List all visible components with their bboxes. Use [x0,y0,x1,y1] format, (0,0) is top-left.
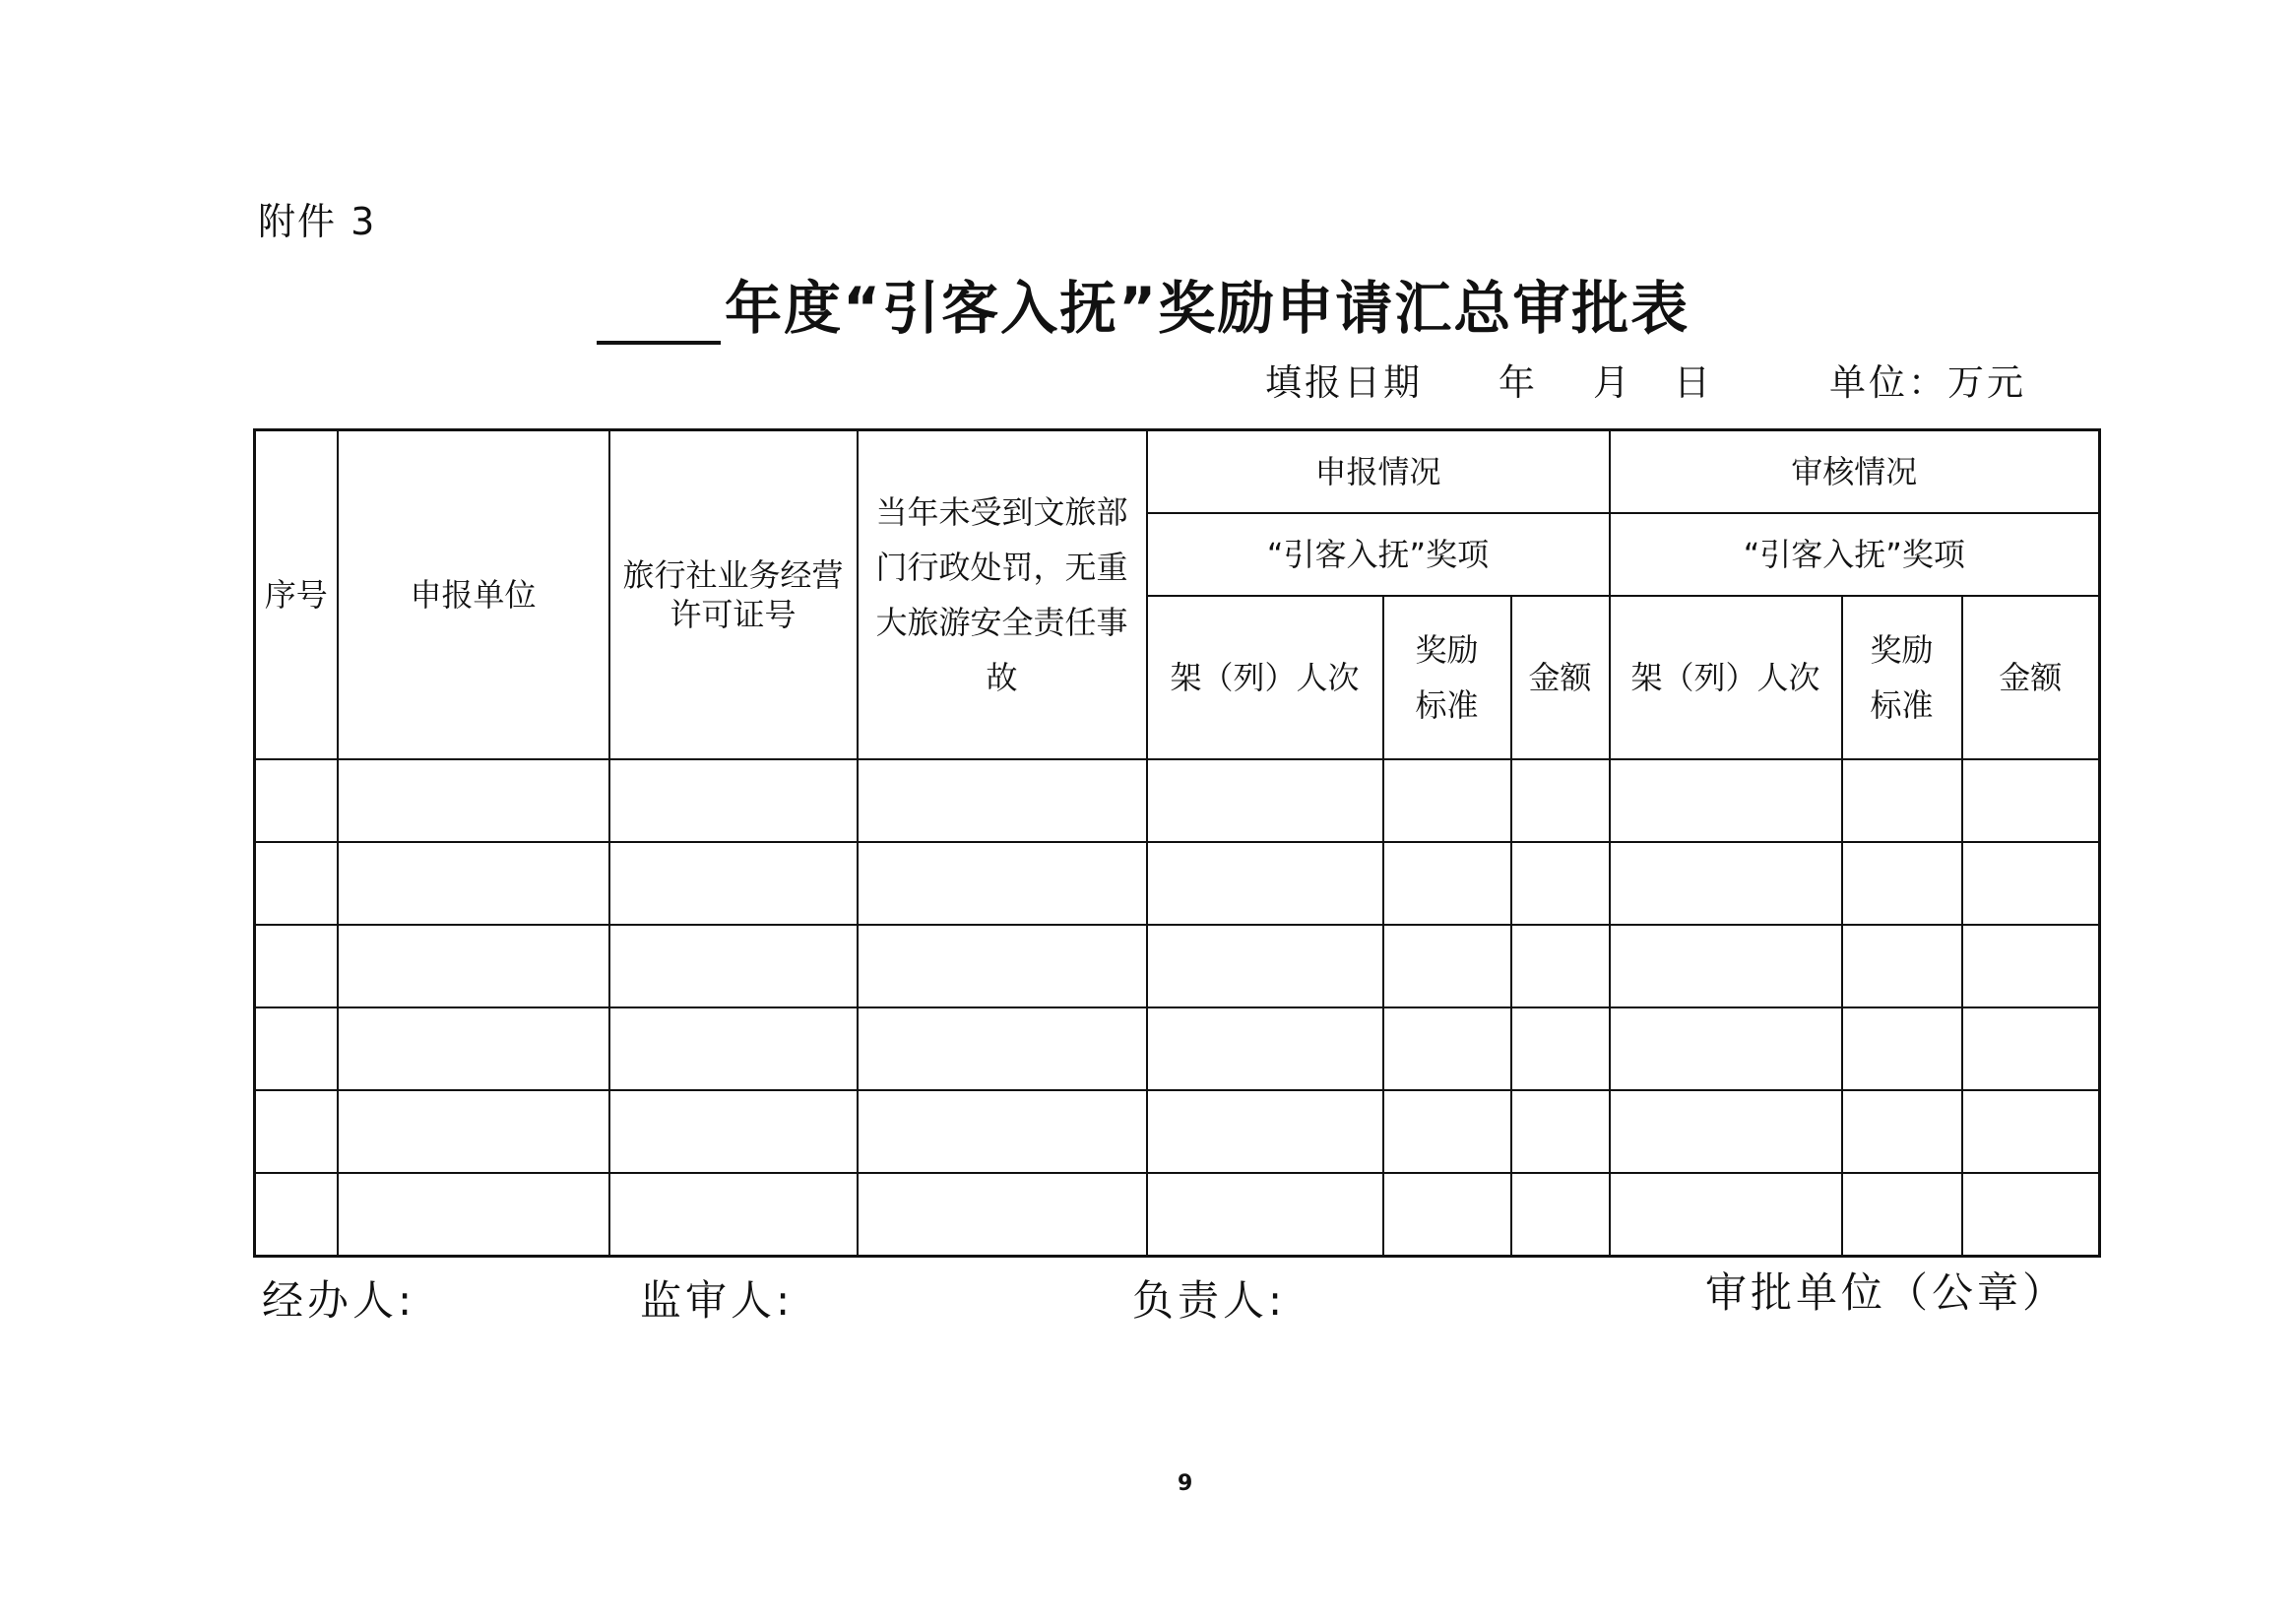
table-cell[interactable] [1383,1007,1511,1090]
header-report-standard-text: 奖励标准 [1415,630,1479,724]
table-cell[interactable] [1610,925,1842,1007]
table-cell[interactable] [338,925,609,1007]
header-license [609,430,858,759]
header-review-count [1610,596,1842,759]
table-cell[interactable] [1962,759,2100,842]
table-cell[interactable] [1610,759,1842,842]
table-cell[interactable] [609,842,858,925]
header-license-text: 旅行社业务经营许可证号 [622,555,844,633]
table-cell[interactable] [1147,842,1383,925]
table-cell[interactable] [1383,1173,1511,1257]
table-cell[interactable] [1842,1173,1962,1257]
table-row [255,925,2100,1007]
table-cell[interactable] [858,1007,1147,1090]
header-review-group-text: 审核情况 [1791,452,1918,490]
signature-approver: 审批单位（公章） [1705,1268,2069,1317]
header-review-standard [1842,596,1962,759]
title-text: 年度“引客入抚”奖励申请汇总审批表 [725,275,1690,342]
header-report-award [1147,513,1610,596]
table-row [255,842,2100,925]
header-review-count-text: 架（列）人次 [1630,658,1820,696]
header-report-award-text: “引客入抚”奖项 [1266,535,1490,573]
header-serial-text: 序号 [264,575,328,614]
table-cell[interactable] [1842,925,1962,1007]
header-review-award [1610,513,2100,596]
header-report-amount [1511,596,1610,759]
header-review-award-text: “引客入抚”奖项 [1743,535,1965,573]
table-cell[interactable] [609,1090,858,1173]
table-cell[interactable] [1610,1090,1842,1173]
table-row [255,759,2100,842]
table-cell[interactable] [1610,1173,1842,1257]
table-cell[interactable] [1842,842,1962,925]
table-cell[interactable] [1511,842,1610,925]
table-cell[interactable] [1962,1090,2100,1173]
unit-label: 单位：万元 [1829,361,2026,404]
table-cell[interactable] [609,1007,858,1090]
header-report-count-text: 架（列）人次 [1170,658,1360,696]
table-cell[interactable] [858,1090,1147,1173]
signature-head: 负责人: [1132,1276,1287,1325]
header-report-count [1147,596,1383,759]
header-applicant [338,430,609,759]
table-cell[interactable] [1962,1007,2100,1090]
table-cell[interactable] [1962,842,2100,925]
form-title [597,266,1690,345]
header-no-penalty-text: 当年未受到文旅部门行政处罚，无重大旅游安全责任事故 [875,492,1128,696]
table-cell[interactable] [1511,1007,1610,1090]
table-cell[interactable] [1511,1090,1610,1173]
table-cell[interactable] [1610,842,1842,925]
table-cell[interactable] [1962,925,2100,1007]
header-review-group [1610,430,2100,513]
table-cell[interactable] [858,842,1147,925]
fill-date-label: 填报日期 [1265,361,1423,404]
header-review-standard-text: 奖励标准 [1870,630,1934,724]
header-review-amount [1962,596,2100,759]
table-cell[interactable] [1147,1007,1383,1090]
table-cell[interactable] [255,1007,338,1090]
table-cell[interactable] [338,1173,609,1257]
table-cell[interactable] [1147,1090,1383,1173]
fill-date-month: 月 [1593,361,1632,404]
table-cell[interactable] [255,925,338,1007]
attachment-label: 附件 3 [258,200,377,243]
table-cell[interactable] [1842,759,1962,842]
table-row [255,1173,2100,1257]
table-cell[interactable] [255,1090,338,1173]
table-cell[interactable] [1383,925,1511,1007]
table-cell[interactable] [255,1173,338,1257]
fill-date-year: 年 [1499,361,1538,404]
table-cell[interactable] [338,1090,609,1173]
table-cell[interactable] [338,1007,609,1090]
table-cell[interactable] [609,1173,858,1257]
table-cell[interactable] [1842,1007,1962,1090]
table-cell[interactable] [1842,1090,1962,1173]
table-cell[interactable] [1511,759,1610,842]
summary-table [253,428,2101,1258]
table-cell[interactable] [1383,759,1511,842]
signature-auditor: 监审人: [640,1276,795,1325]
table-cell[interactable] [1610,1007,1842,1090]
table-cell[interactable] [255,759,338,842]
header-review-amount-text: 金额 [1999,658,2063,696]
header-report-group-text: 申报情况 [1314,452,1441,490]
header-report-group [1147,430,1610,513]
table-cell[interactable] [1383,842,1511,925]
table-cell[interactable] [609,759,858,842]
header-applicant-text: 申报单位 [410,575,537,614]
header-serial [255,430,338,759]
table-cell[interactable] [1511,925,1610,1007]
table-cell[interactable] [338,759,609,842]
table-row [255,1007,2100,1090]
fill-date-day: 日 [1674,361,1713,404]
table-cell[interactable] [858,925,1147,1007]
header-no-penalty [858,430,1147,759]
table-body [255,759,2100,1257]
table-cell[interactable] [1383,1090,1511,1173]
header-report-standard [1383,596,1511,759]
table-cell[interactable] [609,925,858,1007]
table-cell[interactable] [1962,1173,2100,1257]
table-cell[interactable] [1147,925,1383,1007]
table-cell[interactable] [1511,1173,1610,1257]
table-cell[interactable] [858,1173,1147,1257]
table-row [255,1090,2100,1173]
header-report-amount-text: 金额 [1528,658,1592,696]
page-number: 9 [1178,1471,1193,1496]
table-cell[interactable] [338,842,609,925]
signature-handler: 经办人: [262,1276,416,1325]
table-cell[interactable] [858,759,1147,842]
table-cell[interactable] [1147,1173,1383,1257]
table-cell[interactable] [255,842,338,925]
table-cell[interactable] [1147,759,1383,842]
year-blank-line[interactable] [597,274,721,345]
